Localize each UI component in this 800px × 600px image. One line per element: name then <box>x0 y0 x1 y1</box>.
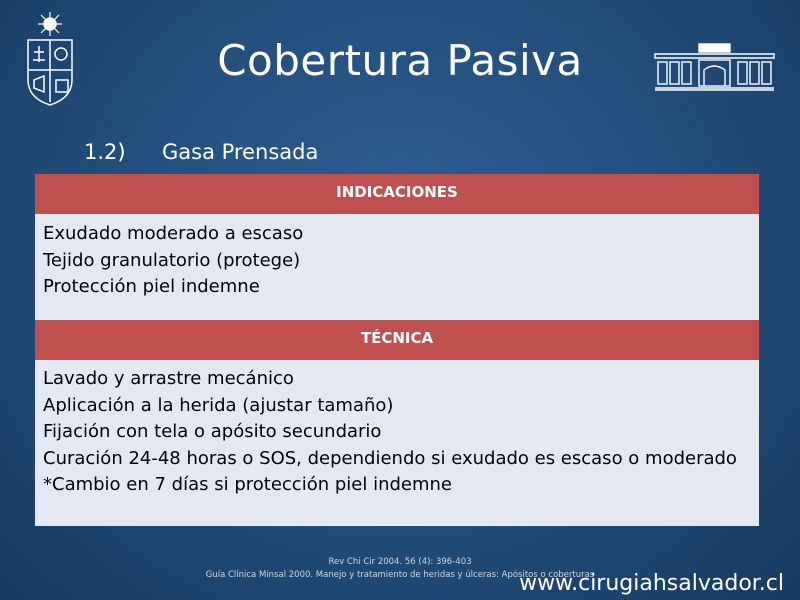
subtitle-number: 1.2) <box>84 140 126 164</box>
table-header-indicaciones: INDICACIONES <box>35 174 759 214</box>
website-url: www.cirugiahsalvador.cl <box>519 571 784 596</box>
slide-title: Cobertura Pasiva <box>217 36 583 85</box>
info-table <box>35 174 759 526</box>
list-item: Aplicación a la herida (ajustar tamaño) <box>43 394 394 416</box>
list-item: Lavado y arrastre mecánico <box>43 368 294 389</box>
list-item: Protección piel indemne <box>43 276 260 297</box>
reference-line: Rev Chi Cir 2004. 56 (4): 396-403 <box>328 557 472 567</box>
list-item: *Cambio en 7 días si protección piel indemne <box>43 474 452 495</box>
section-subtitle <box>84 140 318 164</box>
table-cell-tecnica <box>35 360 759 526</box>
reference-line: Guía Clínica Minsal 2000. Manejo y tratamiento de heridas y úlceras: Apósitos o coberturas <box>205 570 595 580</box>
subtitle-text: Gasa Prensada <box>162 140 319 164</box>
list-item: Exudado moderado a escaso <box>43 223 304 244</box>
list-item: Fijación con tela o apósito secundario <box>43 421 382 442</box>
table-header-tecnica: TÉCNICA <box>35 320 759 360</box>
table-cell-indicaciones <box>35 214 759 320</box>
list-item: Curación 24-48 horas o SOS, dependiendo si exudado es escaso o moderado <box>43 447 737 469</box>
list-item: Tejido granulatorio (protege) <box>43 249 301 271</box>
